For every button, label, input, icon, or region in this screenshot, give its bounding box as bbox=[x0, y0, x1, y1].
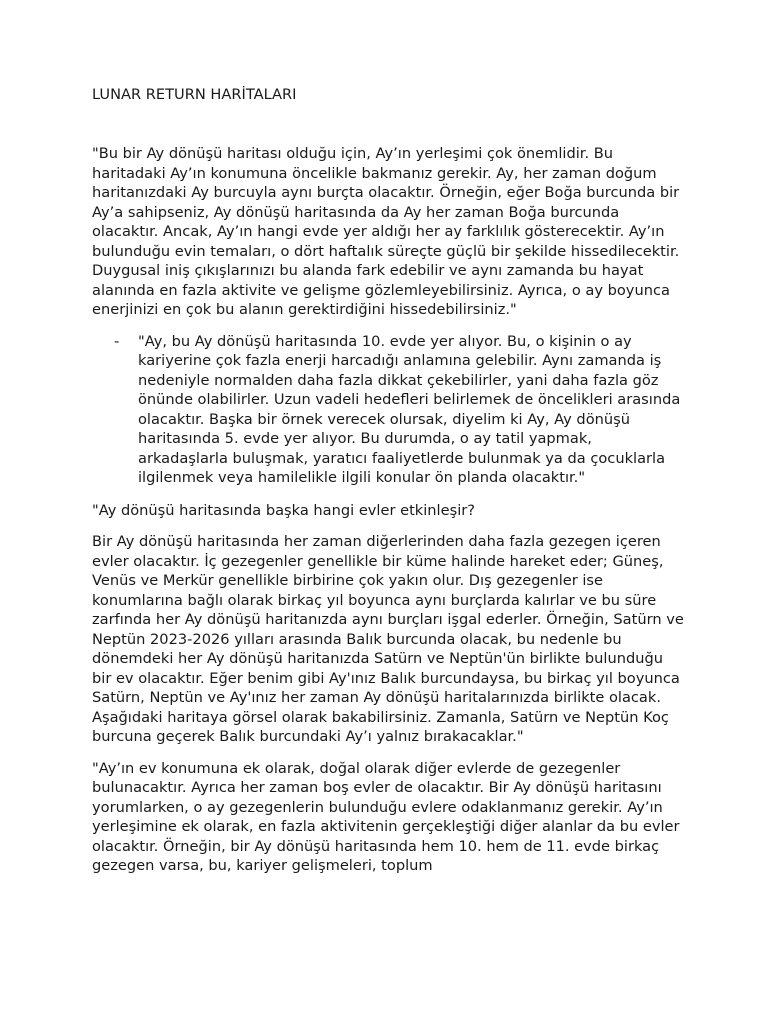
document-body bbox=[92, 144, 684, 888]
list-item-text: "Ay, bu Ay dönüşü haritasında 10. evde yer alıyor. Bu, o kişinin o ay kariyerine çok fazla enerji harcadığı anlamına gelebilir. Aynı zamanda iş nedeniyle normalden daha fazla dikkat çekebilirler, yani daha fazla göz önünde olabilirler. Uzun vadeli hedefleri belirlemek de öncelikleri arasında olacaktır. Başka bir örnek verecek olursak, diyelim ki Ay, Ay dönüşü haritasında 5. evde yer alıyor. Bu durumda, o ay tatil yapmak, arkadaşlarla buluşmak, yaratıcı faaliyetlerde bulunmak ya da çocuklarla ilgilenmek veya hamilelikle ilgili konular ön planda olacaktır." bbox=[138, 332, 681, 486]
paragraph-planets-houses: Bir Ay dönüşü haritasında her zaman diğerlerinden daha fazla gezegen içeren evler olacaktır. İç gezegenler genellikle bir küme halinde hareket eder; Güneş, Venüs ve Merkür genellikle birbirine çok yakın olur. Dış gezegenler ise konumlarına bağlı olarak birkaç yıl boyunca aynı burçlarda kalırlar ve bu süre zarfında her Ay dönüşü haritanızda aynı burçları işgal ederler. Örneğin, Satürn ve Neptün 2023-2026 yılları arasında Balık burcunda olacak, bu nedenle bu dönemdeki her Ay dönüşü haritanızda Satürn ve Neptün'ün birlikte bulunduğu bir ev olacaktır. Eğer benim gibi Ay'ınız Balık burcundaysa, bu birkaç yıl boyunca Satürn, Neptün ve Ay'ınız her zaman Ay dönüşü haritalarınızda birlikte olacak. Aşağıdaki haritaya görsel olarak bakabilirsiniz. Zamanla, Satürn ve Neptün Koç burcuna geçerek Balık burcundaki Ay’ı yalnız bırakacaklar." bbox=[92, 533, 684, 745]
bullet-list bbox=[92, 332, 684, 488]
list-item bbox=[92, 332, 684, 488]
paragraph-question: "Ay dönüşü haritasında başka hangi evler etkinleşir? bbox=[92, 501, 475, 519]
paragraph-moon-placement: "Bu bir Ay dönüşü haritası olduğu için, Ay’ın yerleşimi çok önemlidir. Bu haritadaki Ay’ın konumuna öncelikle bakmanız gerekir. Ay, her zaman doğum haritanızdaki Ay burcuyla aynı burçta olacaktır. Örneğin, eğer Boğa burcunda bir Ay’a sahipseniz, Ay dönüşü haritasında da Ay her zaman Boğa burcunda olacaktır. Ancak, Ay’ın hangi evde yer aldığı her ay farklılık gösterecektir. Ay’ın bulunduğu evin temaları, o dört haftalık süreçte güçlü bir şekilde hissedilecektir. Duygusal iniş çıkışlarınızı bu alanda fark edebilir ve aynı zamanda bu hayat alanında en fazla aktivite ve gelişme gözlemleyebilirsiniz. Ayrıca, o ay boyunca enerjinizi en çok bu alanın gerektirdiğini hissedebilirsiniz." bbox=[92, 145, 680, 318]
bullet-dash-icon: - bbox=[114, 332, 120, 350]
document-title: LUNAR RETURN HARİTALARI bbox=[92, 86, 297, 103]
paragraph-house-positions: "Ay’ın ev konumuna ek olarak, doğal olarak diğer evlerde de gezegenler bulunacaktır. Ayrıca her zaman boş evler de olacaktır. Bir Ay dönüşü haritasını yorumlarken, o ay gezegenlerin bulunduğu evlere odaklanmanız gerekir. Ay’ın yerleşimine ek olarak, en fazla aktivitenin gerçekleştiği diğer alanlar da bu evler olacaktır. Örneğin, bir Ay dönüşü haritasında hem 10. hem de 11. evde birkaç gezegen varsa, bu, kariyer gelişmeleri, toplum bbox=[92, 759, 680, 874]
